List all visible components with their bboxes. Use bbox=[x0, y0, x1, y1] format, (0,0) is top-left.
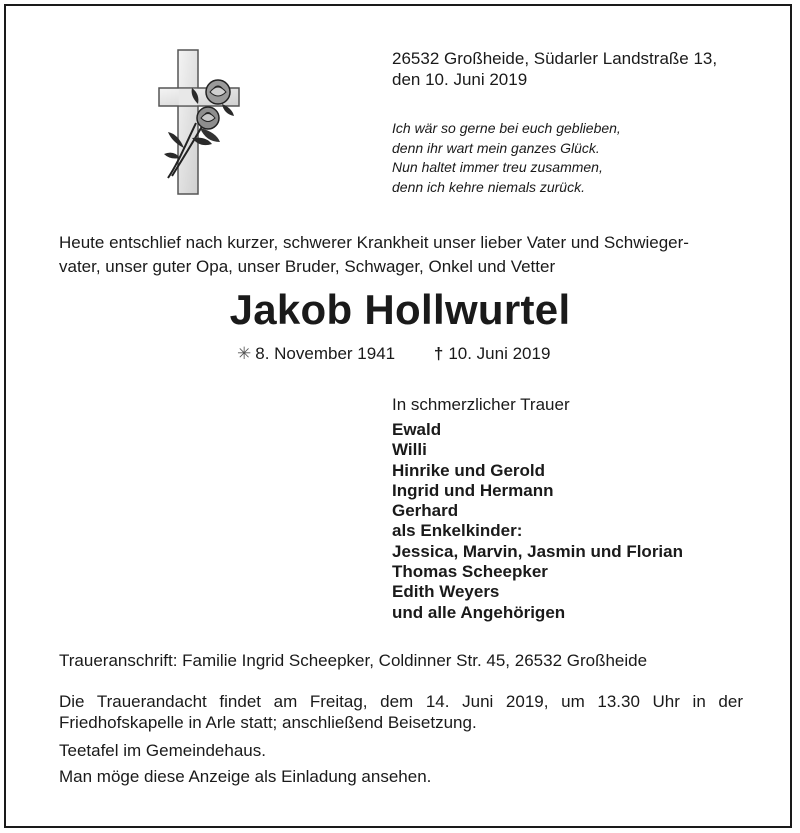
poem-line: denn ihr wart mein ganzes Glück. bbox=[392, 139, 600, 156]
place-line: 26532 Großheide, Südarler Landstraße 13, bbox=[392, 49, 718, 68]
mourning-address: Traueranschrift: Familie Ingrid Scheepker, Coldinner Str. 45, 26532 Großheide bbox=[59, 651, 648, 670]
intro-text bbox=[59, 231, 745, 279]
poem-line: Nun haltet immer treu zusammen, bbox=[392, 159, 603, 175]
deceased-name: Jakob Hollwurtel bbox=[229, 286, 571, 333]
tea-note: Teetafel im Gemeindehaus. bbox=[59, 741, 266, 760]
poem-line: denn ich kehre niemals zurück. bbox=[392, 178, 585, 195]
death-date-group bbox=[434, 344, 551, 364]
birth-star-icon: ✳ bbox=[237, 344, 252, 363]
birth-date: 8. November 1941 bbox=[255, 344, 396, 363]
intro-line: vater, unser guter Opa, unser Bruder, Schwager, Onkel und Vetter bbox=[59, 257, 556, 276]
mourner: Ingrid und Hermann bbox=[392, 480, 554, 500]
poem bbox=[392, 119, 621, 197]
service-line: Friedhofskapelle in Arle statt; anschließend Beisetzung. bbox=[59, 712, 477, 732]
mourner: Hinrike und Gerold bbox=[392, 460, 546, 480]
mourner: Willi bbox=[392, 440, 427, 460]
mourner: Thomas Scheepker bbox=[392, 562, 548, 582]
place-and-date bbox=[392, 48, 717, 90]
mourners-list bbox=[392, 420, 683, 623]
life-dates bbox=[237, 344, 550, 364]
poem-line: Ich wär so gerne bei euch geblieben, bbox=[392, 120, 621, 136]
mourner: Gerhard bbox=[392, 501, 459, 521]
mourner: und alle Angehörigen bbox=[392, 602, 566, 622]
birth-date-group bbox=[237, 344, 395, 364]
mourning-heading: In schmerzlicher Trauer bbox=[392, 395, 570, 414]
death-cross-icon: † bbox=[433, 344, 444, 363]
mourner: Ewald bbox=[392, 420, 442, 439]
service-line: Die Trauerandacht findet am Freitag, dem 14. Juni 2019, um 13.30 Uhr in der bbox=[59, 692, 743, 711]
mourner: Edith Weyers bbox=[392, 582, 500, 602]
mourner: als Enkelkinder: bbox=[392, 521, 523, 541]
death-date: 10. Juni 2019 bbox=[448, 344, 551, 363]
service-info bbox=[59, 692, 743, 733]
mourner: Jessica, Marvin, Jasmin und Florian bbox=[392, 541, 683, 561]
invitation-note: Man möge diese Anzeige als Einladung ansehen. bbox=[59, 767, 432, 786]
intro-line: Heute entschlief nach kurzer, schwerer Krankheit unser lieber Vater und Schwieger- bbox=[59, 233, 689, 252]
cross-with-roses-icon bbox=[158, 48, 240, 196]
date-line: den 10. Juni 2019 bbox=[392, 70, 528, 89]
